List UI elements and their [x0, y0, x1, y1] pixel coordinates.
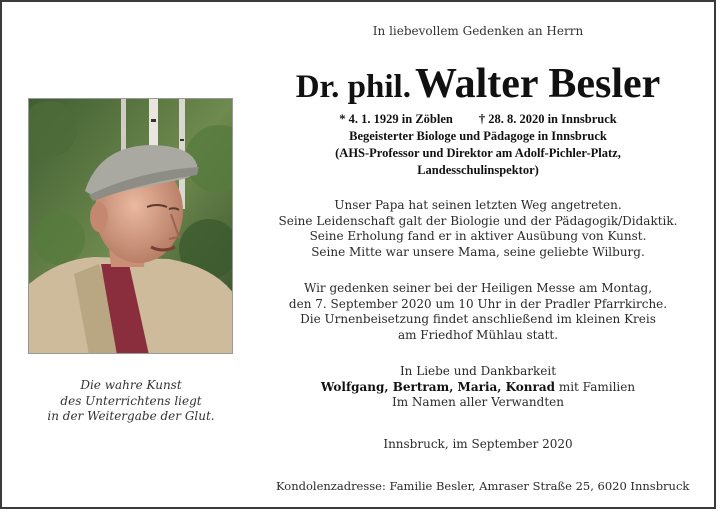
closing-line: In Liebe und Dankbarkeit — [399, 364, 557, 378]
text-line: am Friedhof Mühlau statt. — [397, 327, 559, 342]
service-paragraph — [278, 281, 678, 343]
closing-block — [278, 364, 678, 411]
text-line: Wir gedenken seiner bei der Heiligen Messe am Montag, — [303, 281, 653, 295]
birth-date: * 4. 1. 1929 in Zöblen — [339, 112, 453, 126]
name-full: Walter Besler — [414, 61, 661, 107]
quote-line: in der Weitergabe der Glut. — [47, 409, 215, 423]
mourner-names: Wolfgang, Bertram, Maria, Konrad — [320, 379, 556, 394]
condolence-address: Kondolenzadresse: Familie Besler, Amraser Straße 25, 6020 Innsbruck — [276, 479, 690, 493]
mourners-line — [278, 380, 678, 396]
text-line: Seine Leidenschaft galt der Biologie und der Pädagogik/Didaktik. — [278, 213, 678, 228]
life-dates — [268, 111, 688, 128]
tribute-paragraph — [278, 198, 678, 260]
death-date: † 28. 8. 2020 in Innsbruck — [478, 112, 617, 126]
quote-line: Die wahre Kunst — [80, 378, 182, 392]
portrait-photo — [28, 98, 233, 354]
bio-line: (AHS-Professor und Direktor am Adolf-Pichler-Platz, — [335, 146, 621, 160]
bio-line: Begeisterter Biologe und Pädagoge in Innsbruck — [349, 129, 607, 143]
text-line: Seine Mitte war unsere Mama, seine geliebte Wilburg. — [311, 244, 645, 259]
closing-line: Im Namen aller Verwandten — [392, 395, 564, 409]
name-title: Dr. phil. — [295, 69, 411, 105]
quote — [30, 378, 232, 425]
mourner-suffix: mit Familien — [555, 379, 636, 394]
deceased-name — [258, 60, 698, 108]
intro-line: In liebevollem Gedenken an Herrn — [372, 24, 584, 38]
text-line: Unser Papa hat seinen letzten Weg angetreten. — [334, 198, 622, 212]
quote-line: des Unterrichtens liegt — [60, 393, 202, 408]
place-date: Innsbruck, im September 2020 — [383, 437, 573, 451]
text-line: Seine Erholung fand er in aktiver Ausübung von Kunst. — [309, 229, 647, 243]
biography — [268, 111, 688, 179]
text-line: den 7. September 2020 um 10 Uhr in der Pradler Pfarrkirche. — [288, 296, 668, 311]
bio-line: Landesschulinspektor) — [417, 163, 539, 177]
text-line: Die Urnenbeisetzung findet anschließend im kleinen Kreis — [300, 312, 656, 326]
